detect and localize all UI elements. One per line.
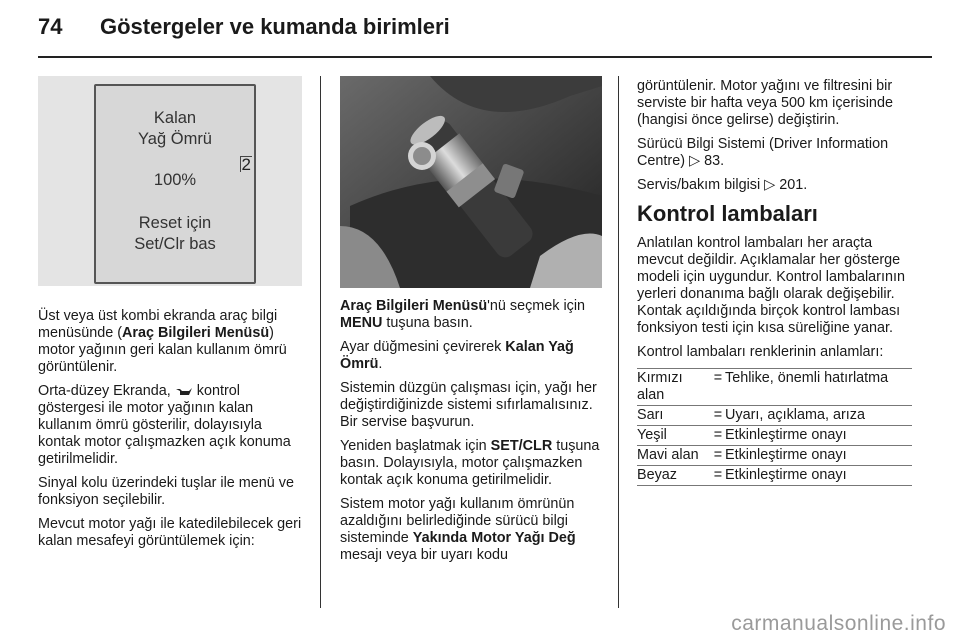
- turn-signal-lever-figure: [340, 76, 602, 288]
- header-rule: [38, 56, 932, 58]
- table-cell-eq: =: [711, 466, 725, 486]
- table-cell-color: Yeşil: [637, 426, 711, 446]
- figure-tag: 2: [241, 155, 251, 174]
- oil-can-icon: [175, 386, 193, 396]
- paragraph: Sistem motor yağı kullanım ömrünün azaldığını belirlediğinde sürücü bilgi sisteminde Yakında Motor Yağı Değ mesajı veya bir uyarı kodu: [340, 496, 576, 563]
- lever-illustration: [340, 76, 602, 288]
- watermark: carmanualsonline.info: [731, 612, 946, 635]
- table-cell-eq: =: [711, 426, 725, 446]
- paragraph: Sistemin düzgün çalışması için, yağı her değiştirdiğinizde sistemi sıfırlamalısınız. Bir servise başvurun.: [340, 380, 597, 430]
- paragraph: Araç Bilgileri Menüsü'nü seçmek için MENU tuşuna basın.: [340, 298, 586, 331]
- page-header: [38, 14, 450, 40]
- table-cell-meaning: Etkinleştirme onayı: [725, 446, 912, 466]
- oil-life-display-figure: [38, 76, 302, 286]
- page-reference[interactable]: 201.: [779, 177, 808, 193]
- page-reference-arrow-icon: ▷: [764, 177, 776, 193]
- color-meaning-table: [637, 368, 912, 486]
- page-reference[interactable]: 83.: [704, 153, 725, 169]
- paragraph: Ayar düğmesini çevirerek Kalan Yağ Ömrü.: [340, 339, 574, 372]
- paragraph: Orta-düzey Ekranda, kontrol göstergesi ile motor yağının kalan kullanım ömrü gösterilir, dolayısıyla kontak motor çalışmazken açık konuma getirilmelidir.: [38, 383, 291, 467]
- paragraph: görüntülenir. Motor yağını ve filtresini bir serviste bir hafta veya 500 km içerisinde (hangisi önce gelirse) değiştirin.: [637, 78, 893, 128]
- column-3: [637, 78, 912, 486]
- table-cell-eq: =: [711, 446, 725, 466]
- paragraph: Anlatılan kontrol lambaları her araçta mevcut değildir. Açıklamalar her gösterge modeli için uygundur. Kontrol lambalarının yerleri donanıma bağlı olarak değişebilir. Kontak açıldığında birçok kontrol lambası fonksiyon testi için kısa süreliğine yanar.: [637, 235, 905, 336]
- page-title: Göstergeler ve kumanda birimleri: [100, 14, 450, 39]
- paragraph: Sinyal kolu üzerindeki tuşlar ile menü ve fonksiyon seçilebilir.: [38, 475, 294, 508]
- section-heading: Kontrol lambaları: [637, 201, 818, 226]
- table-cell-eq: =: [711, 369, 725, 406]
- paragraph: Servis/bakım bilgisi ▷ 201.: [637, 177, 808, 193]
- table-cell-meaning: Tehlike, önemli hatırlatma: [725, 369, 912, 406]
- display-percent: 100%: [153, 171, 197, 189]
- paragraph: Mevcut motor yağı ile katedilebilecek geri kalan mesafeyi görüntülemek için:: [38, 516, 302, 549]
- column-1: [38, 76, 308, 557]
- table-cell-color: Mavi alan: [637, 446, 711, 466]
- paragraph: Üst veya üst kombi ekranda araç bilgi menüsünde (Araç Bilgileri Menüsü) motor yağının geri kalan kullanım ömrü görüntülenir.: [38, 308, 287, 375]
- paragraph: Yeniden başlatmak için SET/CLR tuşuna basın. Dolayısıyla, motor çalışmazken kontak açık konuma getirilmelidir.: [340, 438, 600, 488]
- display-line-setclr: Set/Clr bas: [134, 235, 216, 253]
- display-line-reset: Reset için: [138, 214, 212, 232]
- table-cell-meaning: Etkinleştirme onayı: [725, 466, 912, 486]
- table-cell-color: Sarı: [637, 406, 711, 426]
- display-screen: [94, 84, 256, 284]
- column-2: [340, 76, 602, 571]
- table-cell-color: Kırmızı alan: [637, 369, 711, 406]
- display-line-oil-life: Yağ Ömrü: [138, 130, 212, 148]
- page-number: 74: [38, 14, 63, 39]
- table-cell-meaning: Etkinleştirme onayı: [725, 426, 912, 446]
- table-cell-color: Beyaz: [637, 466, 711, 486]
- paragraph: Sürücü Bilgi Sistemi (Driver Information Centre) ▷ 83.: [637, 136, 889, 169]
- page-reference-arrow-icon: ▷: [688, 153, 701, 169]
- column-separator: [618, 76, 619, 608]
- table-cell-eq: =: [711, 406, 725, 426]
- display-line-remaining: Kalan: [153, 109, 197, 127]
- table-cell-meaning: Uyarı, açıklama, arıza: [725, 406, 912, 426]
- paragraph: Kontrol lambaları renklerinin anlamları:: [637, 344, 884, 360]
- column-separator: [320, 76, 321, 608]
